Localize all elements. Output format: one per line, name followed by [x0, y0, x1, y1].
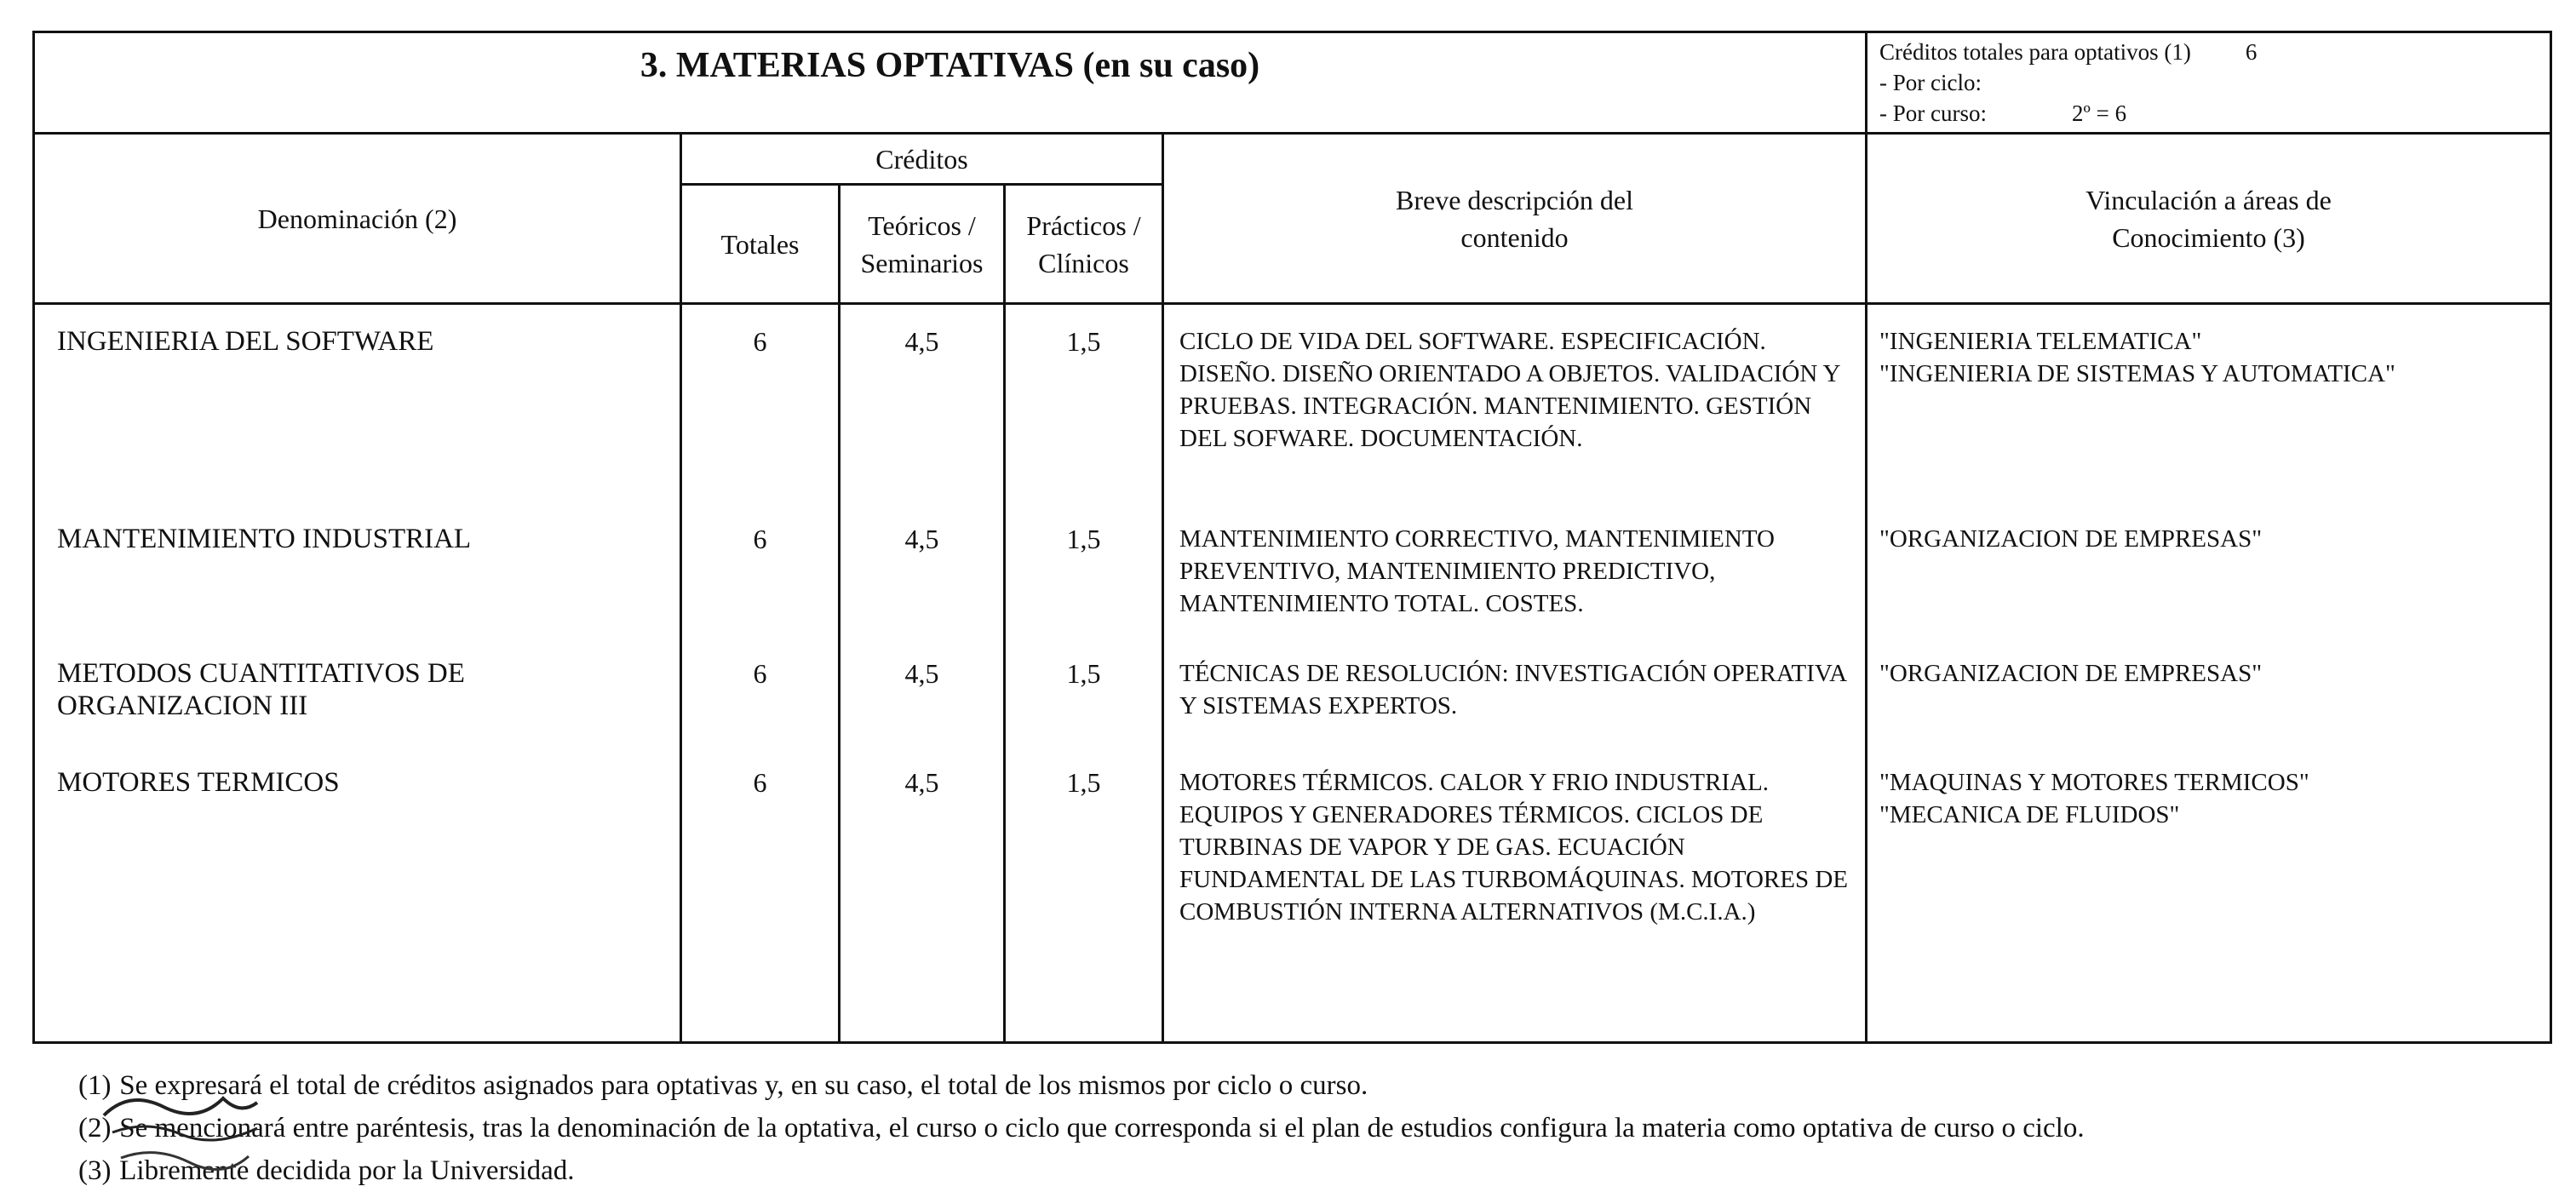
subject-description: MOTORES TÉRMICOS. CALOR Y FRIO INDUSTRIAL. EQUIPOS Y GENERADORES TÉRMICOS. CICLOS DE TURBINAS DE VAPOR Y DE GAS. ECUACIÓN FUNDAMENTAL DE LAS TURBOMÁQUINAS. MOTORES DE COMBUSTIÓN INTERNA ALTERNATIVOS (M.C.I.A.) [1179, 769, 1849, 926]
col-practicos [1005, 304, 1163, 1043]
page-title: 3. MATERIAS OPTATIVAS (en su caso) [640, 46, 1260, 85]
credits-teoricos: 4,5 [904, 524, 939, 554]
subject-name: MOTORES TERMICOS [57, 767, 340, 798]
header-teoricos: Teóricos / Seminarios [840, 185, 1005, 304]
header-descripcion: Breve descripción del contenido [1163, 134, 1867, 304]
subject-name: INGENIERIA DEL SOFTWARE [57, 326, 434, 357]
credits-totales: 6 [753, 767, 767, 798]
subject-description: CICLO DE VIDA DEL SOFTWARE. ESPECIFICACIÓN. DISEÑO. DISEÑO ORIENTADO A OBJETOS. VALIDACIÓN Y PRUEBAS. INTEGRACIÓN. MANTENIMIENTO. GESTIÓN DEL SOFWARE. DOCUMENTACIÓN. [1179, 328, 1840, 452]
col-denominacion [34, 304, 681, 1043]
subject-areas [1879, 766, 2550, 831]
col-vinculacion [1867, 304, 2551, 1043]
area-item: "INGENIERIA TELEMATICA" [1879, 328, 2202, 355]
credits-practicos: 1,5 [1066, 326, 1101, 357]
credits-teoricos: 4,5 [904, 326, 939, 357]
col-teoricos [840, 304, 1005, 1043]
credits-total-label: Créditos totales para optativos (1) [1879, 39, 2191, 65]
subject-areas [1879, 325, 2550, 523]
col-totales [681, 304, 840, 1043]
subject-name: METODOS CUANTITATIVOS DE ORGANIZACION III [57, 658, 465, 721]
area-item: "MAQUINAS Y MOTORES TERMICOS" [1879, 769, 2309, 796]
subject-description: MANTENIMIENTO CORRECTIVO, MANTENIMIENTO PREVENTIVO, MANTENIMIENTO PREDICTIVO, MANTENIMIENTO TOTAL. COSTES. [1179, 525, 1775, 617]
subject-name: MANTENIMIENTO INDUSTRIAL [57, 524, 472, 554]
table-body [34, 304, 2551, 1043]
credits-totales: 6 [753, 658, 767, 689]
subject-description: TÉCNICAS DE RESOLUCIÓN: INVESTIGACIÓN OPERATIVA Y SISTEMAS EXPERTOS. [1179, 660, 1846, 719]
footnote-3: (3) Libremente decidida por la Universidad. [78, 1155, 575, 1186]
credits-por-curso-value: 2º = 6 [2071, 100, 2127, 126]
credits-practicos: 1,5 [1066, 658, 1101, 689]
credits-por-curso-label: - Por curso: [1879, 100, 1987, 126]
credits-total-value: 6 [2245, 39, 2258, 65]
footnote-1: (1) Se expresará el total de créditos asignados para optativas y, en su caso, el total de los mismos por ciclo o curso. [78, 1070, 1368, 1101]
area-item: "INGENIERIA DE SISTEMAS Y AUTOMATICA" [1879, 360, 2395, 387]
credits-totales: 6 [753, 524, 767, 554]
header-creditos: Créditos [681, 134, 1163, 185]
header-denominacion: Denominación (2) [34, 134, 681, 304]
area-item: "MECANICA DE FLUIDOS" [1879, 801, 2180, 828]
area-item: "ORGANIZACION DE EMPRESAS" [1879, 660, 2263, 687]
credits-summary [1867, 32, 2551, 134]
footnotes [78, 1064, 2565, 1192]
subject-areas [1879, 657, 2550, 766]
title-cell [34, 32, 1867, 134]
credits-practicos: 1,5 [1066, 524, 1101, 554]
header-totales: Totales [681, 185, 840, 304]
credits-por-ciclo-label: - Por ciclo: [1879, 70, 1982, 95]
credits-totales: 6 [753, 326, 767, 357]
area-item: "ORGANIZACION DE EMPRESAS" [1879, 525, 2263, 553]
credits-teoricos: 4,5 [904, 658, 939, 689]
credits-teoricos: 4,5 [904, 767, 939, 798]
header-vinculacion: Vinculación a áreas de Conocimiento (3) [1867, 134, 2551, 304]
header-practicos: Prácticos / Clínicos [1005, 185, 1163, 304]
col-descripcion [1163, 304, 1867, 1043]
credits-practicos: 1,5 [1066, 767, 1101, 798]
optativas-table [32, 31, 2552, 1044]
footnote-2: (2) Se mencionará entre paréntesis, tras la denominación de la optativa, el curso o ciclo que corresponda si el plan de estudios configura la materia como optativa de curso o ciclo. [78, 1113, 2085, 1143]
subject-areas [1879, 523, 2550, 657]
